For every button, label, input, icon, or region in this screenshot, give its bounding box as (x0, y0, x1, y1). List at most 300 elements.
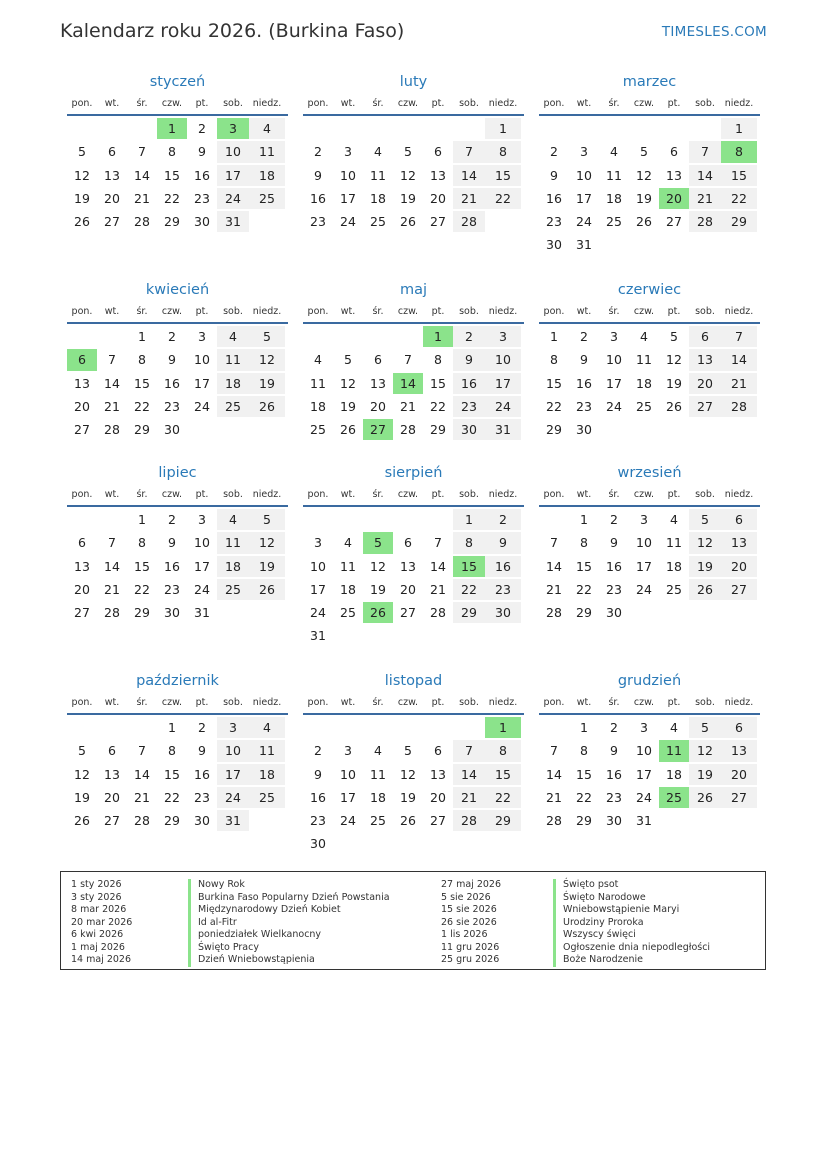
weekday-label: sob. (459, 306, 479, 317)
weekday-label: niedz. (252, 697, 282, 708)
day-cell: 25 (636, 398, 652, 414)
day-cell: 13 (400, 558, 416, 574)
day-cell: 18 (666, 558, 682, 574)
day-cell: 11 (606, 167, 622, 183)
legend-date: 5 sie 2026 (441, 891, 491, 903)
holiday-day-cell: 5 (363, 532, 393, 553)
day-cell: 6 (374, 352, 382, 368)
day-cell: 21 (721, 373, 757, 394)
empty-cell (333, 509, 363, 530)
day-cell: 27 (104, 813, 120, 829)
day-cell: 14 (689, 165, 721, 186)
day-cell: 4 (217, 326, 249, 347)
empty-cell (363, 509, 393, 530)
day-cell: 30 (194, 214, 210, 230)
day-cell: 19 (636, 190, 652, 206)
day-cell: 30 (453, 419, 485, 440)
empty-cell (423, 509, 453, 530)
day-cell: 18 (636, 375, 652, 391)
day-cell: 13 (430, 167, 446, 183)
day-cell: 18 (666, 766, 682, 782)
day-cell: 29 (485, 810, 521, 831)
legend-holiday-name: Burkina Faso Popularny Dzień Powstania (188, 892, 390, 905)
empty-cell (393, 118, 423, 139)
day-cell: 9 (610, 535, 618, 551)
day-cell: 9 (550, 167, 558, 183)
day-cell: 13 (689, 349, 721, 370)
weekday-label: pon. (307, 306, 329, 317)
holiday-day-cell: 1 (157, 118, 187, 139)
day-cell: 30 (485, 602, 521, 623)
day-cell: 14 (546, 558, 562, 574)
day-cell: 31 (310, 628, 326, 644)
empty-cell (363, 717, 393, 738)
day-cell: 24 (340, 214, 356, 230)
day-cell: 27 (74, 422, 90, 438)
weekday-label: śr. (372, 306, 384, 317)
day-cell: 2 (198, 121, 206, 136)
weekday-label: wt. (104, 489, 120, 500)
day-cell: 7 (434, 535, 442, 551)
day-cell: 21 (134, 190, 150, 206)
legend-holiday-name: Id al-Fitr (188, 917, 237, 930)
day-grid (303, 717, 524, 857)
weekday-label: niedz. (252, 489, 282, 500)
day-cell: 2 (314, 144, 322, 160)
holiday-legend (60, 871, 766, 970)
day-cell: 8 (168, 743, 176, 759)
day-cell: 4 (374, 144, 382, 160)
day-cell: 18 (606, 190, 622, 206)
day-grid (539, 118, 760, 258)
day-cell: 19 (370, 581, 386, 597)
day-cell: 7 (721, 326, 757, 347)
day-cell: 11 (217, 532, 249, 553)
day-cell: 6 (434, 743, 442, 759)
day-cell: 29 (134, 605, 150, 621)
day-cell: 9 (168, 352, 176, 368)
day-cell: 15 (430, 375, 446, 391)
day-cell: 8 (580, 743, 588, 759)
day-cell: 6 (434, 144, 442, 160)
day-cell: 26 (400, 813, 416, 829)
day-cell: 17 (194, 375, 210, 391)
month-name: wrzesień (617, 465, 682, 481)
month-name: listopad (384, 673, 443, 689)
weekday-header (303, 487, 524, 507)
day-cell: 28 (689, 211, 721, 232)
weekday-label: sob. (695, 697, 715, 708)
day-grid (67, 509, 288, 625)
day-cell: 28 (453, 211, 485, 232)
legend-holiday-name: Boże Narodzenie (553, 954, 643, 967)
empty-cell (333, 717, 363, 738)
day-cell: 10 (340, 766, 356, 782)
day-cell: 15 (164, 167, 180, 183)
empty-cell (67, 717, 97, 738)
day-cell: 20 (74, 581, 90, 597)
day-cell: 7 (404, 352, 412, 368)
day-cell: 24 (636, 789, 652, 805)
holiday-day-cell: 25 (659, 787, 689, 808)
day-cell: 5 (404, 743, 412, 759)
weekday-label: sob. (459, 697, 479, 708)
day-cell: 7 (108, 352, 116, 368)
weekday-label: czw. (397, 306, 419, 317)
weekday-label: wt. (104, 306, 120, 317)
day-cell: 16 (194, 167, 210, 183)
day-cell: 20 (104, 789, 120, 805)
legend-holiday-name: Wszyscy święci (553, 929, 636, 942)
day-cell: 29 (721, 211, 757, 232)
empty-cell (333, 118, 363, 139)
day-cell: 23 (485, 579, 521, 600)
legend-holiday-name: Ogłoszenie dnia niepodległości (553, 942, 710, 955)
day-cell: 28 (104, 605, 120, 621)
weekday-label: pt. (431, 697, 445, 708)
weekday-label: śr. (608, 489, 620, 500)
day-cell: 28 (104, 422, 120, 438)
day-cell: 23 (194, 190, 210, 206)
day-cell: 15 (134, 558, 150, 574)
legend-date: 1 maj 2026 (71, 941, 125, 953)
day-cell: 3 (198, 329, 206, 344)
month-5 (539, 280, 760, 442)
legend-date: 3 sty 2026 (71, 891, 122, 903)
empty-cell (127, 118, 157, 139)
day-cell: 29 (164, 813, 180, 829)
day-cell: 8 (168, 144, 176, 160)
day-cell: 8 (453, 532, 485, 553)
day-cell: 24 (606, 398, 622, 414)
day-cell: 14 (546, 766, 562, 782)
day-cell: 12 (689, 532, 721, 553)
day-cell: 30 (164, 605, 180, 621)
day-cell: 15 (134, 375, 150, 391)
weekday-label: pt. (195, 697, 209, 708)
day-cell: 28 (546, 605, 562, 621)
day-cell: 25 (310, 422, 326, 438)
day-cell: 21 (546, 789, 562, 805)
day-cell: 7 (138, 743, 146, 759)
day-cell: 6 (689, 326, 721, 347)
day-cell: 16 (576, 375, 592, 391)
day-cell: 22 (721, 188, 757, 209)
day-cell: 21 (453, 787, 485, 808)
day-cell: 1 (550, 329, 558, 344)
month-7 (303, 463, 524, 649)
weekday-label: śr. (136, 306, 148, 317)
day-cell: 19 (74, 190, 90, 206)
day-grid (539, 326, 760, 442)
month-name: kwiecień (145, 282, 210, 298)
empty-cell (67, 118, 97, 139)
day-cell: 12 (400, 167, 416, 183)
day-cell: 2 (453, 326, 485, 347)
empty-cell (539, 717, 569, 738)
day-cell: 24 (310, 605, 326, 621)
day-cell: 10 (485, 349, 521, 370)
day-cell: 28 (400, 422, 416, 438)
day-cell: 14 (430, 558, 446, 574)
day-cell: 29 (576, 813, 592, 829)
month-name: luty (399, 74, 428, 90)
empty-cell (333, 326, 363, 347)
day-cell: 24 (485, 396, 521, 417)
day-cell: 9 (314, 766, 322, 782)
weekday-label: niedz. (488, 697, 518, 708)
day-cell: 10 (217, 141, 249, 162)
empty-cell (569, 118, 599, 139)
day-cell: 18 (310, 398, 326, 414)
day-cell: 11 (249, 740, 285, 761)
day-cell: 21 (400, 398, 416, 414)
day-cell: 16 (453, 373, 485, 394)
day-cell: 18 (370, 190, 386, 206)
weekday-label: śr. (372, 697, 384, 708)
weekday-header (303, 96, 524, 116)
day-cell: 13 (104, 167, 120, 183)
day-cell: 12 (370, 558, 386, 574)
day-grid (303, 509, 524, 649)
day-cell: 27 (721, 579, 757, 600)
day-cell: 2 (168, 329, 176, 344)
empty-cell (689, 118, 721, 139)
month-0 (67, 72, 288, 234)
day-cell: 6 (108, 144, 116, 160)
day-cell: 27 (400, 605, 416, 621)
weekday-label: pt. (431, 306, 445, 317)
weekday-label: sob. (223, 697, 243, 708)
day-cell: 5 (249, 509, 285, 530)
weekday-header (539, 304, 760, 324)
day-cell: 7 (453, 141, 485, 162)
weekday-label: wt. (340, 306, 356, 317)
day-cell: 11 (370, 766, 386, 782)
weekday-label: śr. (372, 489, 384, 500)
day-cell: 26 (636, 214, 652, 230)
day-cell: 14 (134, 766, 150, 782)
legend-holiday-name: Urodziny Proroka (553, 917, 644, 930)
day-cell: 6 (670, 144, 678, 160)
day-cell: 6 (78, 535, 86, 551)
day-cell: 8 (485, 740, 521, 761)
weekday-header (539, 487, 760, 507)
month-9 (67, 671, 288, 833)
month-8 (539, 463, 760, 625)
day-cell: 3 (640, 512, 648, 527)
day-cell: 30 (546, 237, 562, 253)
day-cell: 5 (670, 329, 678, 344)
day-cell: 7 (689, 141, 721, 162)
day-cell: 29 (546, 422, 562, 438)
day-cell: 24 (636, 581, 652, 597)
empty-cell (303, 509, 333, 530)
legend-date: 20 mar 2026 (71, 916, 133, 928)
day-cell: 2 (168, 512, 176, 527)
day-cell: 7 (550, 535, 558, 551)
weekday-label: sob. (459, 489, 479, 500)
day-grid (67, 118, 288, 234)
weekday-label: sob. (223, 306, 243, 317)
day-cell: 1 (453, 509, 485, 530)
day-cell: 2 (580, 329, 588, 344)
weekday-header (539, 96, 760, 116)
day-cell: 1 (138, 512, 146, 527)
day-cell: 17 (636, 766, 652, 782)
day-cell: 16 (164, 558, 180, 574)
empty-cell (127, 717, 157, 738)
weekday-label: niedz. (724, 306, 754, 317)
brand-link[interactable]: TIMESLES.COM (661, 24, 767, 40)
day-cell: 3 (640, 720, 648, 735)
day-cell: 13 (721, 740, 757, 761)
day-cell: 11 (666, 535, 682, 551)
day-cell: 18 (340, 581, 356, 597)
day-cell: 29 (164, 214, 180, 230)
day-cell: 3 (344, 743, 352, 759)
weekday-label: niedz. (252, 98, 282, 109)
weekday-label: czw. (633, 306, 655, 317)
empty-cell (393, 509, 423, 530)
day-cell: 19 (400, 789, 416, 805)
weekday-label: niedz. (252, 306, 282, 317)
day-cell: 7 (138, 144, 146, 160)
day-cell: 15 (485, 764, 521, 785)
weekday-label: pt. (195, 98, 209, 109)
holiday-day-cell: 11 (659, 740, 689, 761)
legend-date: 25 gru 2026 (441, 954, 500, 965)
day-cell: 24 (194, 581, 210, 597)
day-cell: 14 (134, 167, 150, 183)
weekday-label: pon. (307, 98, 329, 109)
weekday-header (67, 487, 288, 507)
weekday-label: wt. (340, 489, 356, 500)
day-cell: 9 (485, 532, 521, 553)
day-cell: 1 (485, 118, 521, 139)
month-name: październik (136, 673, 219, 689)
day-cell: 4 (670, 512, 678, 527)
empty-cell (629, 118, 659, 139)
legend-holiday-name: Dzień Wniebowstąpienia (188, 954, 315, 967)
day-cell: 19 (689, 556, 721, 577)
month-name: czerwiec (617, 282, 682, 298)
weekday-label: pt. (667, 98, 681, 109)
weekday-label: pt. (667, 306, 681, 317)
weekday-label: pon. (71, 697, 93, 708)
day-cell: 10 (606, 352, 622, 368)
day-cell: 30 (606, 605, 622, 621)
day-cell: 3 (217, 717, 249, 738)
day-cell: 15 (485, 165, 521, 186)
day-cell: 6 (404, 535, 412, 551)
day-cell: 19 (689, 764, 721, 785)
day-cell: 19 (74, 789, 90, 805)
day-cell: 24 (217, 787, 249, 808)
day-cell: 16 (194, 766, 210, 782)
day-cell: 9 (198, 743, 206, 759)
day-cell: 29 (453, 602, 485, 623)
weekday-label: pon. (71, 489, 93, 500)
legend-holiday-name: Święto psot (553, 879, 618, 892)
day-cell: 10 (217, 740, 249, 761)
legend-date: 15 sie 2026 (441, 904, 497, 915)
day-cell: 19 (340, 398, 356, 414)
day-cell: 13 (104, 766, 120, 782)
day-cell: 14 (453, 165, 485, 186)
weekday-label: pt. (431, 98, 445, 109)
day-cell: 16 (546, 190, 562, 206)
day-cell: 4 (249, 118, 285, 139)
weekday-label: śr. (136, 489, 148, 500)
day-cell: 2 (314, 743, 322, 759)
day-cell: 17 (576, 190, 592, 206)
day-cell: 13 (721, 532, 757, 553)
day-cell: 9 (610, 743, 618, 759)
day-cell: 4 (374, 743, 382, 759)
day-cell: 19 (249, 556, 285, 577)
weekday-label: pon. (71, 98, 93, 109)
day-cell: 28 (430, 605, 446, 621)
day-cell: 7 (108, 535, 116, 551)
weekday-label: pon. (307, 489, 329, 500)
day-cell: 6 (721, 509, 757, 530)
day-cell: 27 (104, 214, 120, 230)
day-cell: 18 (217, 373, 249, 394)
day-cell: 4 (314, 352, 322, 368)
day-cell: 31 (636, 813, 652, 829)
day-cell: 3 (198, 512, 206, 527)
day-cell: 12 (636, 167, 652, 183)
day-cell: 9 (580, 352, 588, 368)
day-cell: 24 (194, 398, 210, 414)
weekday-label: pt. (431, 489, 445, 500)
day-cell: 21 (104, 581, 120, 597)
day-cell: 13 (430, 766, 446, 782)
day-cell: 9 (198, 144, 206, 160)
day-cell: 28 (134, 813, 150, 829)
day-cell: 12 (400, 766, 416, 782)
day-cell: 10 (194, 535, 210, 551)
legend-holiday-name: Święto Narodowe (553, 892, 646, 905)
empty-cell (659, 118, 689, 139)
day-cell: 21 (546, 581, 562, 597)
day-cell: 23 (546, 214, 562, 230)
day-cell: 11 (310, 375, 326, 391)
day-cell: 1 (168, 720, 176, 735)
day-cell: 28 (546, 813, 562, 829)
day-cell: 2 (198, 720, 206, 735)
day-cell: 23 (606, 581, 622, 597)
day-cell: 12 (340, 375, 356, 391)
empty-cell (97, 717, 127, 738)
day-cell: 10 (194, 352, 210, 368)
day-cell: 28 (134, 214, 150, 230)
day-cell: 26 (249, 396, 285, 417)
day-cell: 27 (689, 396, 721, 417)
legend-date: 26 sie 2026 (441, 916, 497, 928)
empty-cell (363, 326, 393, 347)
day-cell: 20 (430, 190, 446, 206)
day-cell: 23 (164, 581, 180, 597)
day-cell: 25 (249, 787, 285, 808)
day-cell: 21 (453, 188, 485, 209)
weekday-label: czw. (633, 697, 655, 708)
day-cell: 31 (217, 211, 249, 232)
day-cell: 21 (689, 188, 721, 209)
day-cell: 13 (74, 558, 90, 574)
day-cell: 22 (134, 581, 150, 597)
